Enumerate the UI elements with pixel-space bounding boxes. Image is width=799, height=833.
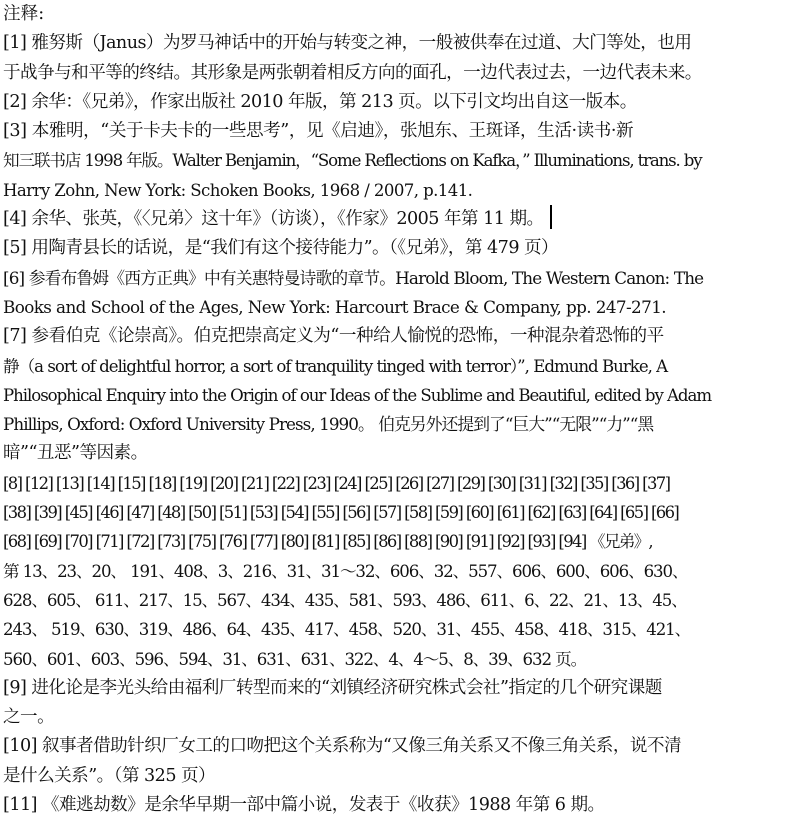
note-9-line-2: 之一。	[3, 707, 55, 728]
note-8-line-3: [68] [69] [70] [71] [72] [73] [75] [76] [77] [80] [81] [85] [86] [88] [90] [91] [92] [93] [94] 《兄弟》,	[3, 532, 653, 552]
note-3-line-1: [3] 本雅明，“关于卡夫卡的一些思考”，见《启迪》，张旭东、王斑译，生活·读书·新	[3, 121, 634, 142]
note-7-line-1: [7] 参看伯克《论崇高》。伯克把崇高定义为“一种给人愉悦的恐怖，一种混杂着恐怖的平	[3, 326, 664, 347]
note-6-line-2: Books and School of the Ages, New York: Harcourt Brace & Company, pp. 247-271.	[3, 296, 667, 317]
note-10-line-1: [10] 叙事者借助针织厂女工的口吻把这个关系称为“又像三角关系又不像三角关系，说不清	[3, 736, 682, 757]
note-8-line-7: 560、601、603、596、594、31、631、631、322、4、4～5、8、39、632 页。	[3, 649, 587, 669]
note-7-line-3: Philosophical Enquiry into the Origin of our Ideas of the Sublime and Beautiful, edited by Adam	[3, 385, 712, 405]
note-8-line-6: 243、 519、630、319、486、64、435、417、458、520、31、455、458、418、315、421、	[3, 620, 691, 640]
note-8-line-4: 第 13、23、20、 191、408、3、216、31、31～32、606、32、557、606、600、606、630、	[3, 561, 688, 581]
note-8-line-2: [38] [39] [45] [46] [47] [48] [50] [51] [53] [54] [55] [56] [57] [58] [59] [60] [61] [62] [63] [64] [65] [66]	[3, 503, 679, 523]
note-1-line-2: 于战争与和平等的终结。其形象是两张朝着相反方向的面孔，一边代表过去，一边代表未来。	[3, 62, 702, 83]
note-4	[3, 205, 797, 234]
note-10-line-2: 是什么关系”。（第 325 页）	[3, 765, 216, 786]
notes-document	[3, 0, 797, 820]
note-3-line-3: Harry Zohn, New York: Schoken Books, 1968 / 2007, p.141.	[3, 180, 473, 200]
note-4-text: [4] 余华、张英，《〈兄弟〉这十年》（访谈），《作家》2005 年第 11 期。	[3, 209, 544, 230]
note-5: [5] 用陶青县长的话说，是“我们有这个接待能力”。（《兄弟》，第 479 页）	[3, 238, 559, 259]
note-7-line-4: Phillips, Oxford: Oxford University Press, 1990。 伯克另外还提到了“巨大”“无限”“力”“黑	[3, 414, 654, 435]
note-7-line-5: 暗”“丑恶”等因素。	[3, 443, 148, 464]
notes-heading: 注释:	[3, 4, 45, 24]
note-11: [11] 《难逃劫数》是余华早期一部中篇小说，发表于《收获》1988 年第 6 期。	[3, 795, 605, 816]
note-9-line-1: [9] 进化论是李光头给由福利厂转型而来的“刘镇经济研究株式会社”指定的几个研究课题	[3, 677, 662, 698]
note-8-line-5: 628、605、 611、217、15、567、434、435、581、593、486、611、6、22、21、13、45、	[3, 590, 687, 610]
note-8-line-1: [8] [12] [13] [14] [15] [18] [19] [20] [21] [22] [23] [24] [25] [26] [27] [29] [30] [31] [32] [35] [36] [37]	[3, 473, 670, 493]
text-cursor	[550, 205, 552, 229]
note-6-line-1: [6] 参看布鲁姆《西方正典》中有关惠特曼诗歌的章节。Harold Bloom, The Western Canon: The	[3, 267, 704, 288]
note-2: [2] 余华：《兄弟》，作家出版社 2010 年版，第 213 页。以下引文均出自这一版本。	[3, 91, 637, 112]
note-1-line-1: [1] 雅努斯（Janus）为罗马神话中的开始与转变之神，一般被供奉在过道、大门等处，也用	[3, 33, 692, 54]
note-3-line-2: 知三联书店 1998 年版。Walter Benjamin，“Some Reflections on Kafka，” Illuminations, trans. by	[3, 151, 702, 171]
note-7-line-2: 静（a sort of delightful horror, a sort of tranquility tinged with terror）”, Edmund Burke, A	[3, 356, 668, 376]
